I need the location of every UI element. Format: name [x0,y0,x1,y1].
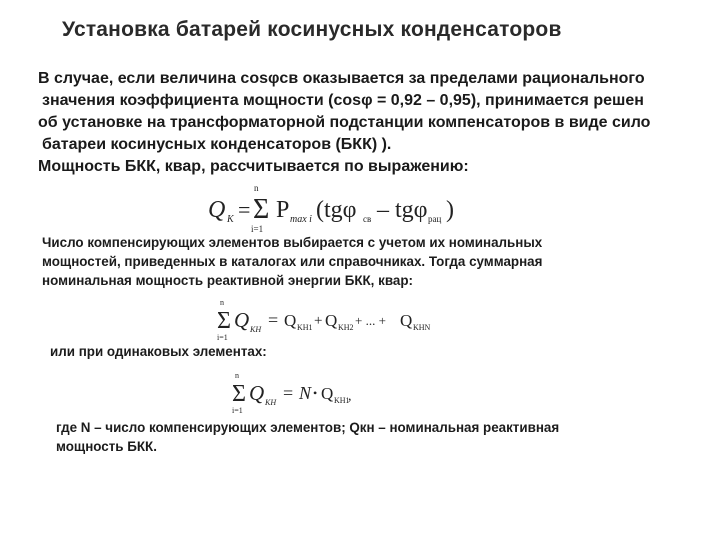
formula-bkk-power-svg [200,182,460,232]
formula3-dot: • [313,386,318,400]
intro-line-4: батареи косинусных конденсаторов (БКК) ). [42,136,392,153]
formula2-t2: Q [325,311,338,330]
formula3-sum-top: n [235,371,239,380]
formula1-sum-bottom: i=1 [251,224,264,234]
paragraph-3: или при одинаковых элементах: [50,344,267,359]
formula1-p-sub: max i [290,214,312,225]
formula2-t1-sub: KH1 [297,323,313,332]
formula2-q: Q [234,308,250,332]
formula-identical-elements-svg [227,370,377,414]
formula3-t: Q [321,384,334,403]
intro-line-1: В случае, если величина cosφсв оказывается за пределами рационального [38,70,645,87]
formula3-q-sub: KH [265,398,277,407]
formula1-p: P [276,197,290,223]
formula3-comma: , [348,389,352,404]
formula1-sub2: рац [428,214,442,224]
formula2-t1: Q [284,311,297,330]
formula3-t-sub: KH1 [334,396,350,405]
formula-bkk-power [200,182,460,232]
intro-line-5: Мощность БКК, квар, рассчитывается по выражению: [38,158,469,175]
formula2-t3: Q [400,311,413,330]
para2-line-1: Число компенсирующих элементов выбирается с учетом их номинальных [42,235,543,250]
formula-identical-elements [227,370,377,414]
formula-total-nominal-svg [212,297,442,341]
para2-line-2: мощностей, приведенных в каталогах или справочниках. Тогда суммарная [42,254,543,269]
formula2-sum-top: n [220,298,224,307]
formula1-close: ) [446,197,454,223]
formula2-plus: + [314,313,323,329]
intro-line-3: об установке на трансформаторной подстанции компенсаторов в виде сило [38,114,651,131]
para4-line-2: мощность БКК. [56,439,157,454]
para4-line-1: где N – число компенсирующих элементов; Qкн – номинальная реактивная [56,420,560,435]
formula2-sum-bottom: i=1 [217,333,228,342]
formula3-eq: = [283,383,294,403]
formula2-sum-sign: Σ [217,308,231,334]
formula1-lhs: Q [208,197,226,223]
formula3-n: N [299,383,312,403]
intro-line-2: значения коэффициента мощности (cosφ = 0,92 – 0,95), принимается решен [42,92,644,109]
formula1-eq: = [238,197,251,222]
formula1-tg2: – tgφ [377,197,428,223]
formula1-sum-sign: Σ [253,194,270,225]
formula3-sum-sign: Σ [232,381,246,407]
formula1-lhs-sub: K [227,214,234,225]
formula1-sum-top: n [254,183,259,193]
para2-line-3: номинальная мощность реактивной энергии БКК, квар: [42,273,413,288]
intro-paragraph [38,68,720,178]
formula-total-nominal [212,297,442,341]
formula1-sub1: св [363,214,372,224]
formula2-q-sub: KH [250,325,262,334]
slide-title: Установка батарей косинусных конденсаторов [62,18,562,41]
formula3-sum-bottom: i=1 [232,406,243,415]
formula2-t2-sub: KH2 [338,323,354,332]
formula2-eq: = [268,310,279,330]
paragraph-2 [42,233,542,290]
formula3-q: Q [249,381,265,405]
formula2-t3-sub: KHN [413,323,431,332]
formula1-tg1: (tgφ [316,197,357,223]
paragraph-4 [56,418,559,456]
formula2-dots: + ... + [355,313,386,328]
